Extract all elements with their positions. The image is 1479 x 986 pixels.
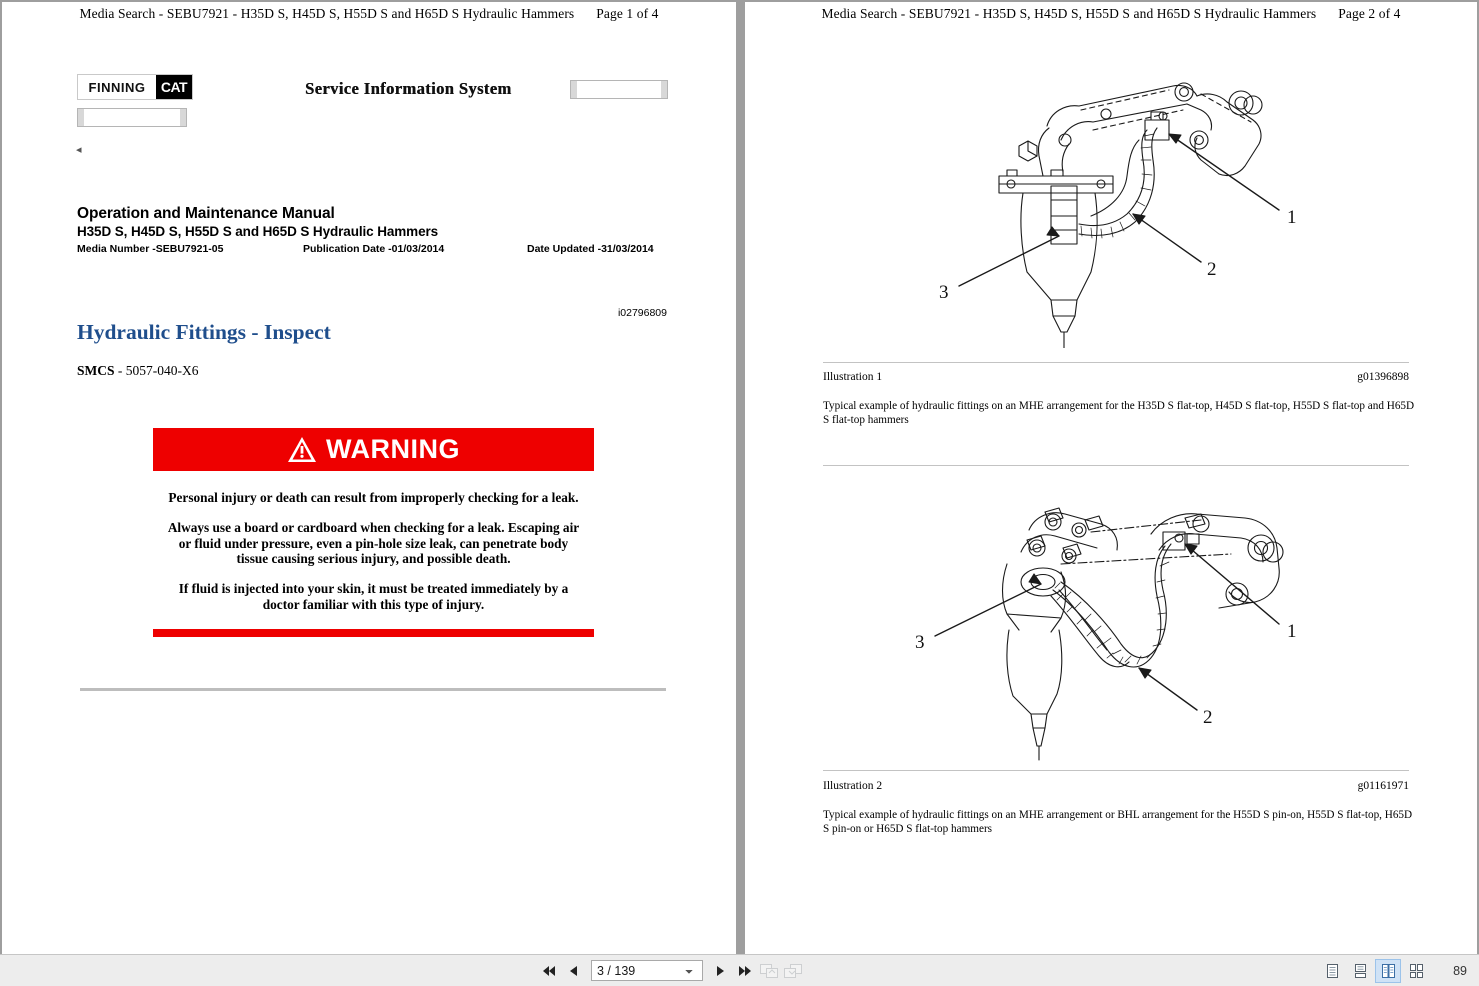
- triangle-left-icon[interactable]: ◂: [76, 143, 82, 156]
- smcs-code: [77, 363, 199, 379]
- cat-wordmark: CAT: [156, 75, 192, 99]
- manual-models: H35D S, H45D S, H55D S and H65D S Hydraulic Hammers: [77, 224, 439, 239]
- publication-date: Publication Date -01/03/2014: [303, 243, 445, 255]
- warning-text-body: [153, 471, 594, 613]
- document-id: i02796809: [617, 307, 667, 319]
- document-page-1[interactable]: [0, 0, 736, 954]
- warning-paragraph: Always use a board or cardboard when checking for a leak. Escaping air or fluid under pressure, even a pin-hole size leak, can penetrate body tissue causing serious injury, and possible death.: [167, 519, 580, 567]
- finning-wordmark: FINNING: [88, 79, 146, 95]
- illustration-1-description: Typical example of hydraulic fittings on an MHE arrangement for the H35D S flat-top, H45D S flat-top, H55D S flat-top and H65D S flat-top hammers: [823, 400, 1415, 427]
- svg-text:1: 1: [1287, 621, 1297, 642]
- page-2-header-title: Media Search - SEBU7921 - H35D S, H45D S, H55D S and H65D S Hydraulic Hammers: [821, 6, 1317, 21]
- document-page-2[interactable]: [743, 0, 1479, 954]
- svg-text:2: 2: [1203, 707, 1213, 728]
- illustration-2-graphic: [745, 472, 1477, 762]
- warning-panel: [153, 428, 594, 637]
- manual-meta-row: [77, 243, 677, 257]
- page-1-number-label: Page 1 of 4: [596, 6, 659, 21]
- page-1-header-title: Media Search - SEBU7921 - H35D S, H45D S, H55D S and H65D S Hydraulic Hammers: [79, 6, 575, 21]
- view-mode-two-page-scroll-button[interactable]: [1403, 959, 1429, 983]
- warning-footer-bar: [153, 629, 594, 637]
- manual-info-block: [77, 205, 677, 257]
- svg-text:3: 3: [939, 282, 949, 303]
- page-2-number-label: Page 2 of 4: [1338, 6, 1401, 21]
- service-information-system-title: Service Information System: [305, 79, 512, 98]
- view-mode-continuous-scroll-button[interactable]: [1347, 959, 1373, 983]
- smcs-value: - 5057-040-X6: [114, 363, 199, 378]
- view-mode-single-page-button[interactable]: [1319, 959, 1345, 983]
- illustration-1-graphic: [745, 48, 1477, 348]
- svg-text:3: 3: [915, 632, 925, 653]
- view-mode-two-page-spread-button[interactable]: [1375, 959, 1401, 983]
- illustration-2-label: Illustration 2: [823, 780, 883, 792]
- illustration-1-bottom-rule: [823, 465, 1409, 466]
- viewer-toolbar[interactable]: [0, 954, 1479, 986]
- illustration-2-graphic-id: g01161971: [1357, 780, 1409, 792]
- next-page-button[interactable]: [709, 959, 733, 983]
- top-search-input[interactable]: [570, 80, 668, 99]
- date-updated: Date Updated -31/03/2014: [527, 243, 654, 255]
- page-number-select[interactable]: [591, 960, 703, 981]
- warning-label: WARNING: [326, 434, 460, 464]
- finning-cat-logo: [77, 74, 193, 100]
- last-page-button[interactable]: [733, 959, 757, 983]
- media-number: Media Number -SEBU7921-05: [77, 243, 224, 255]
- illustration-2-top-rule: [823, 770, 1409, 771]
- page-navigation-group[interactable]: [537, 959, 805, 983]
- previous-page-button[interactable]: [561, 959, 585, 983]
- illustration-1-top-rule: [823, 362, 1409, 363]
- section-title-dash: -: [246, 320, 264, 344]
- page-1-header: [2, 6, 736, 22]
- illustration-2-caption-row: [823, 780, 1409, 792]
- section-title-suffix: Inspect: [263, 320, 331, 344]
- warning-paragraph: If fluid is injected into your skin, it must be treated immediately by a doctor familiar with this type of injury.: [178, 581, 569, 613]
- secondary-search-input[interactable]: [77, 108, 187, 127]
- illustration-1-graphic-id: g01396898: [1357, 371, 1409, 383]
- svg-text:1: 1: [1287, 207, 1297, 228]
- section-divider: [80, 688, 666, 691]
- illustration-1-label: Illustration 1: [823, 371, 883, 383]
- zoom-level-label: 89: [1453, 963, 1467, 978]
- warning-triangle-icon: [287, 436, 317, 463]
- previous-view-icon: [757, 959, 781, 983]
- warning-paragraph: Personal injury or death can result from improperly checking for a leak.: [168, 490, 579, 505]
- page-title: [77, 320, 331, 345]
- illustration-2-description: Typical example of hydraulic fittings on an MHE arrangement or BHL arrangement for the H55D S pin-on, H55D S flat-top, H65D S pin-on or H65D S flat-top hammers: [823, 809, 1413, 836]
- smcs-label: SMCS: [77, 363, 115, 378]
- first-page-button[interactable]: [537, 959, 561, 983]
- page-2-header: [745, 6, 1477, 22]
- manual-title: Operation and Maintenance Manual: [77, 205, 335, 222]
- svg-text:2: 2: [1207, 259, 1217, 280]
- illustration-1-caption-row: [823, 371, 1409, 383]
- next-view-icon: [781, 959, 805, 983]
- section-title-main: Hydraulic Fittings: [77, 320, 247, 344]
- warning-header-bar: [153, 428, 594, 471]
- view-mode-group[interactable]: [1319, 959, 1467, 983]
